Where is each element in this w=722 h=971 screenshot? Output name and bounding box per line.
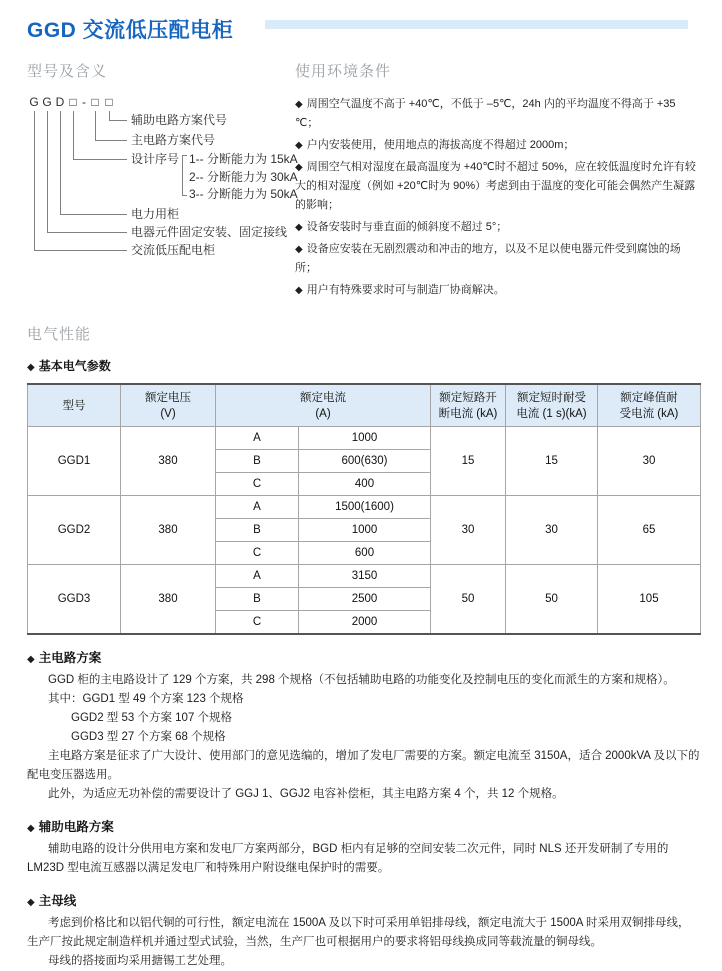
- label-ac-lv-cabinet: 交流低压配电柜: [131, 243, 216, 257]
- electrical-performance-heading: 电气性能: [27, 326, 92, 343]
- env-section-heading: 使用环境条件: [295, 63, 392, 80]
- cell-current: 2500: [299, 588, 431, 611]
- connector-line: [47, 111, 48, 232]
- electrical-parameters-table: [27, 383, 701, 635]
- main-circuit-paragraph: GGD 柜的主电路设计了 129 个方案，共 298 个规格（不包括辅助电路的功能变化及控制电压的变化而派生的方案和规格）。: [48, 674, 675, 686]
- main-circuit-paragraph: GGD2 型 53 个方案 107 个规格: [71, 712, 233, 724]
- busbar-heading: ◆ 主母线: [27, 894, 77, 908]
- connector-line: [109, 120, 127, 121]
- cell-letter: A: [216, 565, 299, 588]
- table-header-row: [28, 384, 701, 427]
- main-circuit-paragraph: 其中：GGD1 型 49 个方案 123 个规格: [48, 693, 244, 705]
- env-bullet: [295, 281, 700, 300]
- env-bullet: [295, 136, 700, 155]
- aux-circuit-heading: ◆ 辅助电路方案: [27, 820, 114, 834]
- main-circuit-paragraph: GGD3 型 27 个方案 68 个规格: [71, 731, 226, 743]
- bracket-line: [182, 155, 187, 156]
- diamond-bullet-icon: ◆: [295, 140, 303, 151]
- env-bullet-text: 设备应安装在无剧烈震动和冲击的地方，以及不足以使电器元件受到腐蚀的场所；: [295, 243, 681, 274]
- diamond-bullet-icon: ◆: [295, 244, 303, 255]
- connector-line: [47, 232, 127, 233]
- cell-peak: 65: [598, 496, 701, 565]
- label-aux-circuit-code: 辅助电路方案代号: [131, 113, 228, 127]
- code-char-g1: G: [29, 95, 39, 109]
- design-option-30ka: 2-- 分断能力为 30kA: [189, 170, 298, 184]
- connector-line: [109, 111, 110, 120]
- header-withstand-current: 额定短时耐受 电流 (1 s)(kA): [506, 384, 598, 427]
- cell-letter: B: [216, 588, 299, 611]
- env-bullet: [295, 95, 700, 133]
- env-bullet-text: 用户有特殊要求时可与制造厂协商解决。: [306, 284, 505, 296]
- cell-current: 2000: [299, 611, 431, 635]
- main-circuit-paragraph: 此外，为适应无功补偿的需要设计了 GGJ 1、GGJ2 电容补偿柜，其主电路方案 4 个，共 12 个规格。: [48, 788, 564, 800]
- label-design-number: 设计序号: [131, 152, 180, 166]
- cell-current: 1500(1600): [299, 496, 431, 519]
- connector-line: [34, 250, 127, 251]
- connector-line: [60, 111, 61, 214]
- code-dash: -: [82, 95, 86, 109]
- connector-line: [95, 111, 96, 140]
- cell-withstand: 30: [506, 496, 598, 565]
- diamond-bullet-icon: ◆: [295, 285, 303, 296]
- cell-letter: C: [216, 611, 299, 635]
- env-bullet: [295, 158, 700, 215]
- diamond-bullet-icon: ◆: [295, 222, 303, 233]
- busbar-paragraph: 考虑到价格比和以铝代铜的可行性，额定电流在 1500A 及以下时可采用单铝排母线，额定电流大于 1500A 时采用双铜排母线，生产厂按此规定制造样机并通过型式试验，当然，生产厂也可根据用户的要求将铝母线换成同等载流量的铜母线。: [27, 917, 690, 948]
- diamond-bullet-icon: ◆: [27, 362, 35, 373]
- cell-voltage: 380: [121, 496, 216, 565]
- cell-current: 1000: [299, 519, 431, 542]
- cell-peak: 105: [598, 565, 701, 635]
- label-power-cabinet: 电力用柜: [131, 207, 180, 221]
- cell-peak: 30: [598, 427, 701, 496]
- design-option-15ka: 1-- 分断能力为 15kA: [189, 152, 298, 166]
- aux-circuit-paragraph: 辅助电路的设计分供用电方案和发电厂方案两部分，BGD 柜内有足够的空间安装二次元件，同时 NLS 还开发研制了专用的 LM23D 型电流互感器以满足发电厂和特殊用户附设继电保护时的需要。: [27, 843, 669, 874]
- diamond-bullet-icon: ◆: [295, 162, 303, 173]
- cell-letter: B: [216, 519, 299, 542]
- basic-parameters-subheading: ◆ 基本电气参数: [27, 359, 111, 373]
- header-rated-voltage: 额定电压 (V): [121, 384, 216, 427]
- diamond-bullet-icon: ◆: [295, 99, 303, 110]
- title-row: [27, 14, 700, 44]
- table-row: [28, 565, 701, 588]
- cell-voltage: 380: [121, 427, 216, 496]
- env-bullet-text: 户内安装使用，使用地点的海拔高度不得超过 2000m；: [306, 139, 575, 151]
- cell-current: 1000: [299, 427, 431, 450]
- main-circuit-paragraph: 主电路方案是征求了广大设计、使用部门的意见选编的，增加了发电厂需要的方案。额定电流至 3150A，适合 2000kVA 及以下的配电变压器选用。: [27, 750, 700, 781]
- cell-breaking: 50: [431, 565, 506, 635]
- environment-column: [295, 60, 700, 303]
- header-peak-current: 额定峰值耐 受电流 (kA): [598, 384, 701, 427]
- cell-model: GGD2: [28, 496, 121, 565]
- table-row: [28, 496, 701, 519]
- env-bullet: [295, 240, 700, 278]
- table-row: [28, 427, 701, 450]
- diamond-bullet-icon: ◆: [27, 654, 35, 665]
- model-meaning-column: [27, 60, 298, 303]
- cell-letter: C: [216, 473, 299, 496]
- bracket-line: [182, 195, 187, 196]
- cell-letter: A: [216, 427, 299, 450]
- aux-circuit-section: [27, 817, 700, 878]
- cell-breaking: 15: [431, 427, 506, 496]
- cell-current: 400: [299, 473, 431, 496]
- env-bullet: [295, 218, 700, 237]
- cell-voltage: 380: [121, 565, 216, 635]
- header-rated-current: 额定电流 (A): [216, 384, 431, 427]
- code-box-3: □: [105, 95, 113, 109]
- header-breaking-current: 额定短路开 断电流 (kA): [431, 384, 506, 427]
- main-circuit-section: [27, 648, 700, 804]
- env-bullet-text: 周围空气温度不高于 +40℃，不低于 –5℃，24h 内的平均温度不得高于 +35 ℃；: [295, 98, 676, 129]
- cell-current: 600: [299, 542, 431, 565]
- model-code-diagram: [27, 95, 298, 267]
- busbar-section: [27, 891, 700, 971]
- cell-current: 3150: [299, 565, 431, 588]
- bracket-line: [182, 155, 183, 196]
- connector-line: [95, 140, 127, 141]
- cell-withstand: 15: [506, 427, 598, 496]
- connector-line: [60, 214, 127, 215]
- code-char-g2: G: [42, 95, 52, 109]
- label-fixed-installation: 电器元件固定安装、固定接线: [131, 225, 288, 239]
- env-bullet-text: 设备安装时与垂直面的倾斜度不超过 5°；: [306, 221, 508, 233]
- code-char-d: D: [55, 95, 65, 109]
- model-section-heading: 型号及含义: [27, 63, 108, 80]
- label-main-circuit-code: 主电路方案代号: [131, 133, 216, 147]
- cell-breaking: 30: [431, 496, 506, 565]
- busbar-paragraph: 母线的搭接面均采用搪锡工艺处理。: [48, 955, 232, 967]
- cell-model: GGD3: [28, 565, 121, 635]
- connector-line: [73, 159, 127, 160]
- design-option-50ka: 3-- 分断能力为 50kA: [189, 187, 298, 201]
- main-circuit-heading: ◆ 主电路方案: [27, 651, 102, 665]
- code-box-1: □: [69, 95, 77, 109]
- diamond-bullet-icon: ◆: [27, 897, 35, 908]
- page-title: GGD 交流低压配电柜: [27, 19, 234, 42]
- cell-withstand: 50: [506, 565, 598, 635]
- top-two-column-area: [27, 60, 700, 303]
- diamond-bullet-icon: ◆: [27, 823, 35, 834]
- header-model: 型号: [28, 384, 121, 427]
- cell-letter: C: [216, 542, 299, 565]
- connector-line: [73, 111, 74, 159]
- cell-current: 600(630): [299, 450, 431, 473]
- cell-letter: A: [216, 496, 299, 519]
- code-box-2: □: [91, 95, 99, 109]
- connector-line: [34, 111, 35, 250]
- cell-model: GGD1: [28, 427, 121, 496]
- title-accent-bar: [265, 20, 688, 29]
- env-bullet-text: 周围空气相对湿度在最高温度为 +40℃时不超过 50%，应在较低温度时允许有较大的相对湿度（例如 +20℃时为 90%）考虑到由于温度的变化可能会偶然产生凝露的影响；: [295, 161, 696, 211]
- cell-letter: B: [216, 450, 299, 473]
